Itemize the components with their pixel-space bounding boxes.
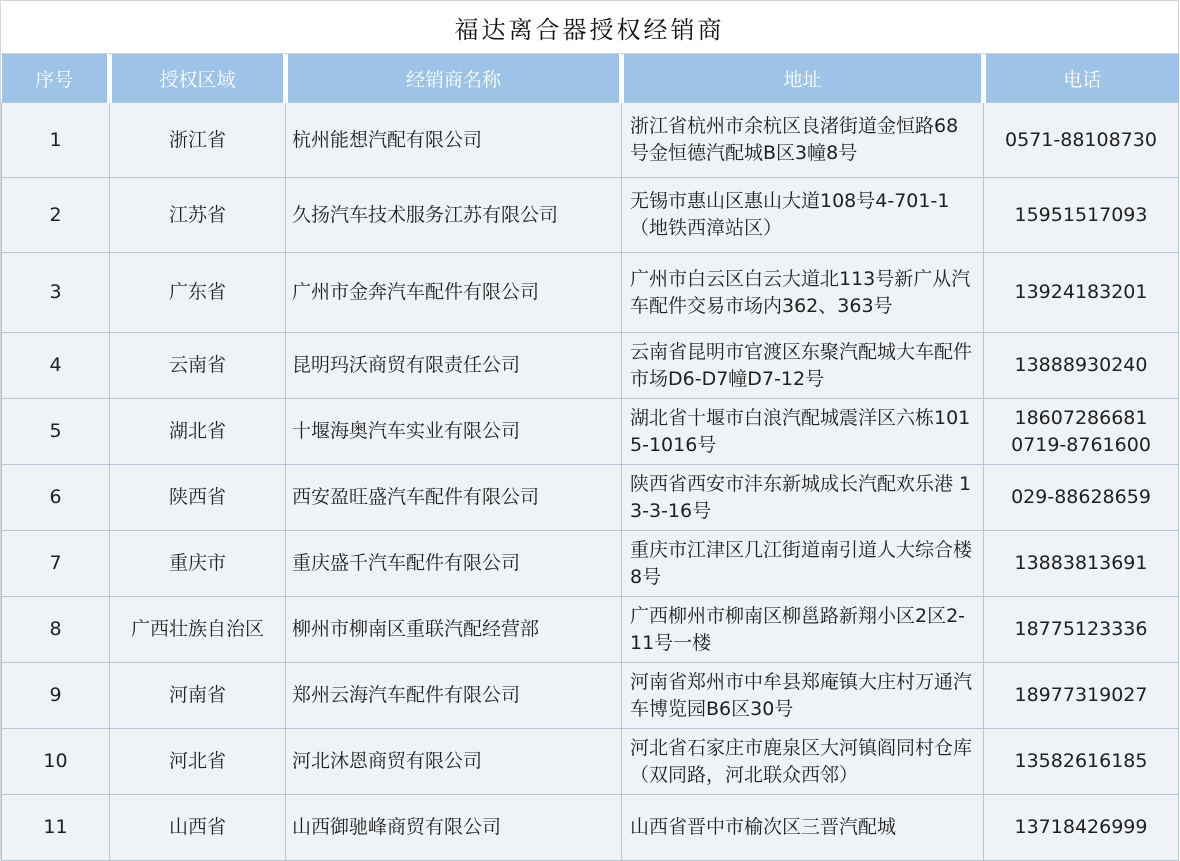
cell-no: 4 — [2, 333, 110, 399]
cell-phone — [984, 531, 1179, 597]
cell-address: 广州市白云区白云大道北113号新广从汽车配件交易市场内362、363号 — [622, 253, 984, 333]
cell-address: 山西省晋中市榆次区三晋汽配城 — [622, 795, 984, 861]
cell-dealer-name: 杭州能想汽配有限公司 — [286, 103, 622, 178]
cell-region: 湖北省 — [110, 399, 286, 465]
table-row — [2, 531, 1179, 597]
phone-number: 18977319027 — [1014, 684, 1148, 706]
table-row — [2, 333, 1179, 399]
header-no: 序号 — [2, 54, 110, 103]
phone-number: 13883813691 — [1014, 552, 1148, 574]
header-address: 地址 — [622, 54, 984, 103]
header-phone: 电话 — [984, 54, 1179, 103]
header-name: 经销商名称 — [286, 54, 622, 103]
dealer-table — [1, 54, 1179, 861]
cell-address: 重庆市江津区几江街道南引道人大综合楼8号 — [622, 531, 984, 597]
cell-region: 陕西省 — [110, 465, 286, 531]
table-row — [2, 103, 1179, 178]
cell-no: 9 — [2, 663, 110, 729]
cell-no: 10 — [2, 729, 110, 795]
cell-address: 无锡市惠山区惠山大道108号4-701-1（地铁西漳站区） — [622, 178, 984, 253]
cell-region: 重庆市 — [110, 531, 286, 597]
cell-no: 11 — [2, 795, 110, 861]
cell-no: 5 — [2, 399, 110, 465]
table-header-row — [2, 54, 1179, 103]
cell-address: 陕西省西安市沣东新城成长汽配欢乐港 13-3-16号 — [622, 465, 984, 531]
cell-address: 浙江省杭州市余杭区良渚街道金恒路68号金恒德汽配城B区3幢8号 — [622, 103, 984, 178]
cell-phone — [984, 597, 1179, 663]
phone-number: 13888930240 — [1014, 354, 1148, 376]
phone-number: 13718426999 — [1014, 816, 1148, 838]
cell-region: 山西省 — [110, 795, 286, 861]
cell-dealer-name: 山西御驰峰商贸有限公司 — [286, 795, 622, 861]
cell-dealer-name: 河北沐恩商贸有限公司 — [286, 729, 622, 795]
cell-dealer-name: 重庆盛千汽车配件有限公司 — [286, 531, 622, 597]
phone-number: 15951517093 — [1014, 203, 1148, 226]
cell-phone — [984, 178, 1179, 253]
table-row — [2, 663, 1179, 729]
cell-phone — [984, 465, 1179, 531]
cell-no: 2 — [2, 178, 110, 253]
cell-no: 7 — [2, 531, 110, 597]
phone-number: 18775123336 — [1014, 618, 1148, 640]
header-region: 授权区域 — [110, 54, 286, 103]
cell-address: 河南省郑州市中牟县郑庵镇大庄村万通汽车博览园B6区30号 — [622, 663, 984, 729]
phone-number: 029-88628659 — [1011, 486, 1151, 508]
cell-phone — [984, 333, 1179, 399]
cell-dealer-name: 广州市金奔汽车配件有限公司 — [286, 253, 622, 333]
cell-address: 湖北省十堰市白浪汽配城震洋区六栋1015-1016号 — [622, 399, 984, 465]
table-body — [2, 103, 1179, 861]
phone-number: 0571-88108730 — [1005, 128, 1157, 151]
page-title: 福达离合器授权经销商 — [1, 1, 1178, 54]
cell-phone — [984, 729, 1179, 795]
phone-number: 13582616185 — [1014, 750, 1148, 772]
cell-phone — [984, 253, 1179, 333]
table-row — [2, 597, 1179, 663]
phone-number: 18607286681 — [1014, 406, 1148, 429]
cell-region: 云南省 — [110, 333, 286, 399]
cell-dealer-name: 久扬汽车技术服务江苏有限公司 — [286, 178, 622, 253]
cell-no: 1 — [2, 103, 110, 178]
cell-dealer-name: 西安盈旺盛汽车配件有限公司 — [286, 465, 622, 531]
cell-region: 河南省 — [110, 663, 286, 729]
cell-dealer-name: 昆明玛沃商贸有限责任公司 — [286, 333, 622, 399]
cell-dealer-name: 郑州云海汽车配件有限公司 — [286, 663, 622, 729]
table-row — [2, 465, 1179, 531]
cell-phone — [984, 663, 1179, 729]
cell-address: 河北省石家庄市鹿泉区大河镇阎同村仓库（双同路，河北联众西邻） — [622, 729, 984, 795]
cell-phone — [984, 795, 1179, 861]
phone-number: 13924183201 — [1014, 281, 1148, 303]
cell-no: 8 — [2, 597, 110, 663]
cell-no: 6 — [2, 465, 110, 531]
table-row — [2, 253, 1179, 333]
table-row — [2, 795, 1179, 861]
phone-number: 0719-8761600 — [1011, 433, 1151, 456]
cell-phone — [984, 103, 1179, 178]
cell-region: 江苏省 — [110, 178, 286, 253]
cell-region: 浙江省 — [110, 103, 286, 178]
table-row — [2, 178, 1179, 253]
cell-address: 广西柳州市柳南区柳邕路新翔小区2区2-11号一楼 — [622, 597, 984, 663]
cell-region: 广东省 — [110, 253, 286, 333]
table-row — [2, 729, 1179, 795]
table-row — [2, 399, 1179, 465]
cell-address: 云南省昆明市官渡区东聚汽配城大车配件市场D6-D7幢D7-12号 — [622, 333, 984, 399]
cell-region: 广西壮族自治区 — [110, 597, 286, 663]
cell-no: 3 — [2, 253, 110, 333]
cell-region: 河北省 — [110, 729, 286, 795]
cell-dealer-name: 十堰海奥汽车实业有限公司 — [286, 399, 622, 465]
cell-phone — [984, 399, 1179, 465]
cell-dealer-name: 柳州市柳南区重联汽配经营部 — [286, 597, 622, 663]
